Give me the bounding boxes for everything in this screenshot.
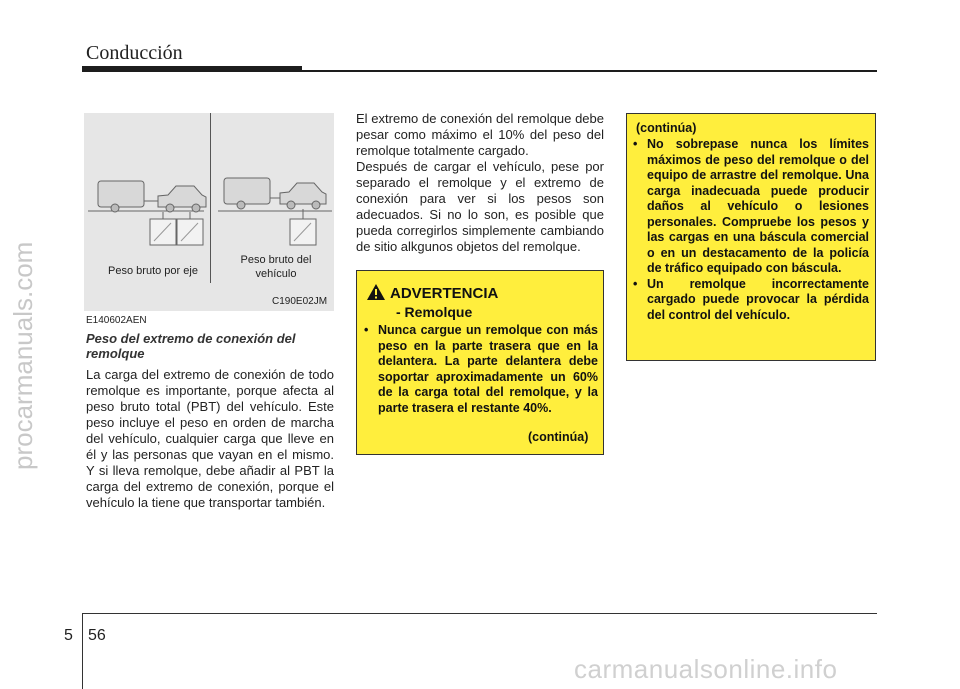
header-rule-thick bbox=[82, 66, 302, 72]
bullet-dot: • bbox=[633, 137, 638, 151]
figure-code: C190E02JM bbox=[272, 296, 328, 307]
continued-bullet bbox=[633, 277, 869, 324]
paragraph-tongue-load: La carga del extremo de conexión de todo remolque es importante, porque afecta al peso bruto total (PBT) del vehículo. Este peso incluye el peso en orden de marcha del vehículo, cualquier carga que lleve en él y las personas que vayan en el mismo. Y si lleva remolque, debe añadir al PBT la carga del extremo de conexión, porque el vehículo la tiene que transportar también. bbox=[86, 367, 334, 510]
warning-triangle-icon bbox=[366, 283, 386, 301]
continued-bullet bbox=[633, 137, 869, 277]
continued-bullet-text: Un remolque incorrectamente cargado puede provocar la pérdida del control del vehículo. bbox=[647, 276, 869, 322]
right-car bbox=[280, 183, 326, 209]
continued-title: (continúa) bbox=[636, 121, 697, 135]
trailer-illustration bbox=[84, 113, 334, 311]
section-code: E140602AEN bbox=[86, 315, 147, 326]
side-watermark: procarmanuals.com bbox=[8, 241, 38, 470]
scale-axle-rear bbox=[177, 212, 203, 245]
warning-continues: (continúa) bbox=[528, 430, 589, 444]
right-trailer bbox=[224, 178, 284, 209]
page-header-title: Conducción bbox=[86, 42, 183, 64]
continued-bullets bbox=[633, 137, 869, 323]
label-axle-weight: Peso bruto por eje bbox=[108, 265, 198, 277]
section-title: Peso del extremo de conexión del remolque bbox=[86, 331, 296, 361]
warning-bullet bbox=[364, 323, 598, 416]
trailer-weight-figure bbox=[84, 113, 334, 311]
paragraph-weigh-separately: Después de cargar el vehículo, pese por separado el remolque y el extremo de conexión para ver si los pesos son adecuados. Si no lo son, es posible que pueda corregirlos simplemente cambiando de sitio alkgunos objetos del remolque. bbox=[356, 159, 604, 254]
footer-vertical-rule bbox=[82, 613, 83, 689]
bullet-dot: • bbox=[364, 323, 369, 337]
warning-subtitle: - Remolque bbox=[396, 304, 473, 320]
paragraph-max-weight: El extremo de conexión del remolque debe pesar como máximo el 10% del peso del remolque totalmente cargado. bbox=[356, 111, 604, 158]
continued-bullet-text: No sobrepase nunca los límites máximos de peso del remolque o del equipo de arrastre del remolque. Una carga inadecuada puede producir daños al vehículo o lesiones personales. Compruebe los pesos y las cargas en una báscula comercial o en un destacamento de la policía de tráfico equipado con báscula. bbox=[647, 137, 869, 275]
header-rule-thin bbox=[302, 70, 877, 72]
footer-rule bbox=[82, 613, 877, 614]
warning-title: ADVERTENCIA bbox=[390, 285, 499, 302]
bullet-dot: • bbox=[633, 276, 638, 291]
label-vehicle-weight: Peso bruto del vehículo bbox=[240, 254, 312, 280]
warning-bullet-text: Nunca cargue un remolque con más peso en la parte trasera que en la delantera. La parte delantera debe soportar aproximadamente un 60% de la carga total del remolque, y la parte trasera el restante 40%. bbox=[378, 323, 598, 415]
footer-page-number: 56 bbox=[88, 627, 106, 644]
footer-site-watermark: carmanualsonline.info bbox=[574, 654, 838, 684]
footer-section-number: 5 bbox=[64, 627, 73, 644]
figure-divider bbox=[210, 113, 211, 283]
scale-vehicle bbox=[290, 209, 316, 245]
scale-axle-front bbox=[150, 212, 176, 245]
left-car bbox=[158, 186, 206, 212]
left-trailer bbox=[98, 181, 160, 212]
